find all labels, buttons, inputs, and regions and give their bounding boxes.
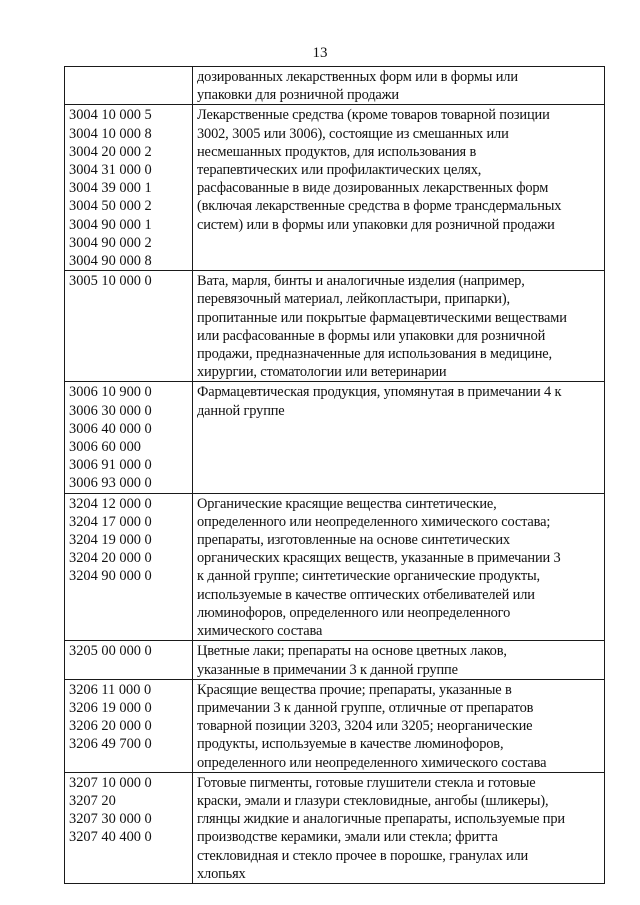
code-cell — [65, 772, 193, 883]
description-line: производстве керамики, эмали или стекла; фритта — [197, 829, 498, 846]
commodity-code: 3204 12 000 0 — [69, 495, 152, 512]
description-line: органических красящих веществ, указанные в примечании 3 — [197, 550, 561, 567]
description-line: продажи, предназначенные для использования в медицине, — [197, 346, 552, 363]
description-line: расфасованные в виде дозированных лекарственных форм — [197, 180, 549, 197]
commodity-code: 3204 19 000 0 — [69, 532, 152, 549]
commodity-code: 3006 93 000 0 — [69, 475, 152, 492]
commodity-code: 3206 49 700 0 — [69, 736, 152, 753]
description-line: Лекарственные средства (кроме товаров товарной позиции — [197, 107, 550, 124]
commodity-code: 3004 20 000 2 — [69, 143, 152, 160]
commodity-code: 3204 17 000 0 — [69, 513, 152, 530]
description-line: люминофоров, определенного или неопределенного — [197, 604, 511, 621]
commodity-code: 3206 20 000 0 — [69, 718, 152, 735]
commodity-code: 3006 30 000 0 — [69, 402, 152, 419]
description-line: или расфасованные в формы или упаковки для розничной — [197, 327, 546, 344]
description-line: хирургии, стоматологии или ветеринарии — [197, 364, 447, 381]
description-line: стекловидная и стекло прочее в порошке, гранулах или — [197, 847, 529, 864]
commodity-code: 3004 39 000 1 — [69, 180, 152, 197]
description-line: глянцы жидкие и аналогичные препараты, используемые при — [197, 811, 565, 828]
table-row — [65, 67, 605, 105]
code-cell — [65, 679, 193, 772]
commodity-code: 3005 10 000 0 — [69, 273, 152, 290]
table-row — [65, 105, 605, 271]
code-cell — [65, 382, 193, 493]
description-line: Вата, марля, бинты и аналогичные изделия (например, — [197, 273, 525, 290]
commodity-code: 3206 19 000 0 — [69, 699, 152, 716]
description-line: упаковки для розничной продажи — [197, 87, 399, 104]
commodity-code: 3004 50 000 2 — [69, 198, 152, 215]
commodity-code: 3207 10 000 0 — [69, 774, 152, 791]
commodity-code: 3004 10 000 5 — [69, 107, 152, 124]
description-cell — [193, 105, 605, 271]
commodity-code: 3207 20 — [69, 792, 116, 809]
page-number: 13 — [312, 45, 328, 61]
description-line: хлопьях — [197, 865, 246, 882]
description-line: терапевтических или профилактических целях, — [197, 162, 482, 179]
commodity-code: 3006 91 000 0 — [69, 457, 152, 474]
description-line: пропитанные или покрытые фармацевтическими веществами — [197, 309, 567, 326]
description-line: данной группе — [197, 402, 285, 419]
commodity-code: 3006 40 000 0 — [69, 420, 152, 437]
description-line: Органические красящие вещества синтетические, — [197, 495, 497, 512]
description-cell — [193, 382, 605, 493]
description-cell — [193, 493, 605, 641]
description-line: Цветные лаки; препараты на основе цветных лаков, — [197, 643, 507, 660]
description-line: Фармацевтическая продукция, упомянутая в примечании 4 к — [197, 384, 562, 401]
commodity-code: 3206 11 000 0 — [69, 681, 152, 698]
description-line: указанные в примечании 3 к данной группе — [197, 661, 458, 678]
description-cell — [193, 641, 605, 679]
commodity-code: 3205 00 000 0 — [69, 643, 152, 660]
table-row — [65, 641, 605, 679]
tariff-codes-table — [64, 66, 605, 884]
table-row — [65, 493, 605, 641]
description-line: Красящие вещества прочие; препараты, указанные в — [197, 681, 512, 698]
description-line: используемые в качестве оптических отбеливателей или — [197, 586, 535, 603]
description-line: 3002, 3005 или 3006), состоящие из смешанных или — [197, 125, 509, 142]
table-row — [65, 382, 605, 493]
description-line: несмешанных продуктов, для использования в — [197, 143, 477, 160]
description-cell — [193, 679, 605, 772]
description-cell — [193, 271, 605, 382]
commodity-code: 3004 90 000 8 — [69, 253, 152, 270]
description-line: к данной группе; синтетические органические продукты, — [197, 568, 540, 585]
table-row — [65, 772, 605, 883]
commodity-code: 3204 90 000 0 — [69, 568, 152, 585]
commodity-code: 3004 90 000 2 — [69, 234, 152, 251]
commodity-code: 3204 20 000 0 — [69, 550, 152, 567]
commodity-code: 3004 90 000 1 — [69, 216, 152, 233]
code-cell — [65, 641, 193, 679]
commodity-code: 3006 10 900 0 — [69, 384, 152, 401]
table-row — [65, 679, 605, 772]
description-line: товарной позиции 3203, 3204 или 3205; неорганические — [197, 718, 533, 735]
description-line: определенного или неопределенного химического состава — [197, 754, 547, 771]
description-line: примечании 3 к данной группе, отличные от препаратов — [197, 699, 534, 716]
commodity-code: 3207 30 000 0 — [69, 811, 152, 828]
code-cell — [65, 271, 193, 382]
commodity-code: 3004 31 000 0 — [69, 162, 152, 179]
code-cell — [65, 67, 193, 105]
description-line: систем) или в формы или упаковки для розничной продажи — [197, 216, 555, 233]
description-line: определенного или неопределенного химического состава; — [197, 513, 551, 530]
description-line: продукты, используемые в качестве люминофоров, — [197, 736, 504, 753]
description-line: химического состава — [197, 623, 323, 640]
description-line: перевязочный материал, лейкопластыри, припарки), — [197, 291, 510, 308]
description-line: Готовые пигменты, готовые глушители стекла и готовые — [197, 774, 536, 791]
code-cell — [65, 493, 193, 641]
description-cell — [193, 67, 605, 105]
description-line: препараты, изготовленные на основе синтетических — [197, 532, 510, 549]
description-line: дозированных лекарственных форм или в формы или — [197, 69, 518, 85]
table-row — [65, 271, 605, 382]
code-cell — [65, 105, 193, 271]
commodity-code: 3004 10 000 8 — [69, 125, 152, 142]
description-cell — [193, 772, 605, 883]
description-line: (включая лекарственные средства в форме трансдермальных — [197, 198, 562, 215]
commodity-code: 3207 40 400 0 — [69, 829, 152, 846]
description-line: краски, эмали и глазури стекловидные, ангобы (шликеры), — [197, 792, 549, 809]
commodity-code: 3006 60 000 — [69, 439, 141, 456]
